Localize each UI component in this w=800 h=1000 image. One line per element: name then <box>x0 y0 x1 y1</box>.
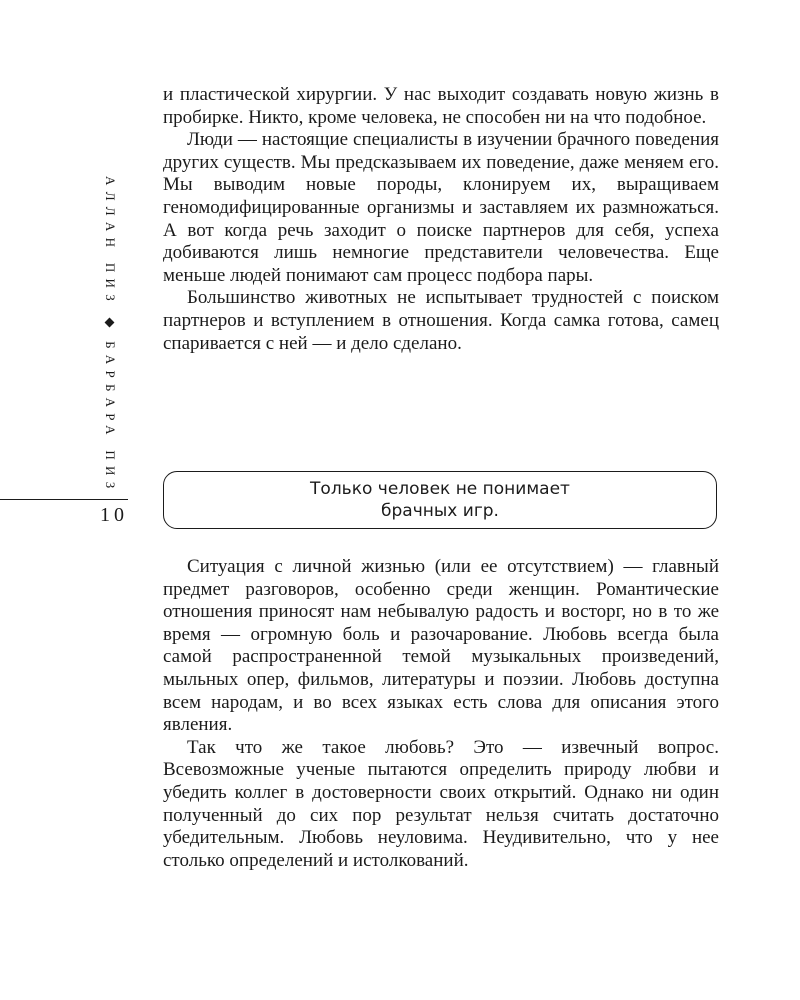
callout-line-2: брачных игр. <box>381 501 499 521</box>
running-head <box>95 176 125 496</box>
callout-box <box>163 471 717 529</box>
folio-rule <box>0 499 128 500</box>
paragraph: Ситуация с личной жизнью (или ее отсутствием) — главный предмет разговоров, особенно среди женщин. Романтические отношения приносят нам небывалую радость и восторг, но в то же время — огромную боль и разочарование. Любовь всегда была самой распространенной темой музыкальных произведений, мыльных опер, фильмов, литературы и поэзии. Любовь доступна всем народам, и во всех языках есть слова для описания этого явления. <box>163 556 719 736</box>
diamond-separator-icon <box>105 317 115 327</box>
running-head-text <box>95 176 125 496</box>
paragraph: Так что же такое любовь? Это — извечный вопрос. Всевозможные ученые пытаются определить природу любви и убедить коллег в достоверности своих открытий. Однако ни один полученный до сих пор результат нельзя считать достаточно убедительным. Любовь неуловима. Неудивительно, что у нее столько определений и истолкований. <box>163 736 719 871</box>
running-head-author-1: АЛЛАН ПИЗ <box>103 176 118 308</box>
paragraph: Большинство животных не испытывает трудностей с поиском партнеров и вступлением в отношения. Когда самка готова, самец спаривается с ней — и дело сделано. <box>163 287 719 354</box>
body-text-bottom <box>163 556 719 872</box>
running-head-author-2: БАРБАРА ПИЗ <box>103 341 118 495</box>
paragraph: Люди — настоящие специалисты в изучении брачного поведения других существ. Мы предсказываем их поведение, даже меняем его. Мы выводим новые породы, клонируем их, выращиваем геномодифицированные организмы и заставляем их размножаться. А вот когда речь заходит о поиске партнеров для себя, успеха добиваются лишь немногие представители человечества. Еще меньше людей понимают сам процесс подбора пары. <box>163 129 719 286</box>
paragraph-continued: и пластической хирургии. У нас выходит создавать новую жизнь в пробирке. Никто, кроме человека, не способен ни на что подобное. <box>163 84 719 128</box>
body-text-top <box>163 84 719 355</box>
callout-line-1: Только человек не понимает <box>310 479 570 499</box>
page-number: 10 <box>100 504 128 526</box>
callout-text <box>310 478 570 522</box>
